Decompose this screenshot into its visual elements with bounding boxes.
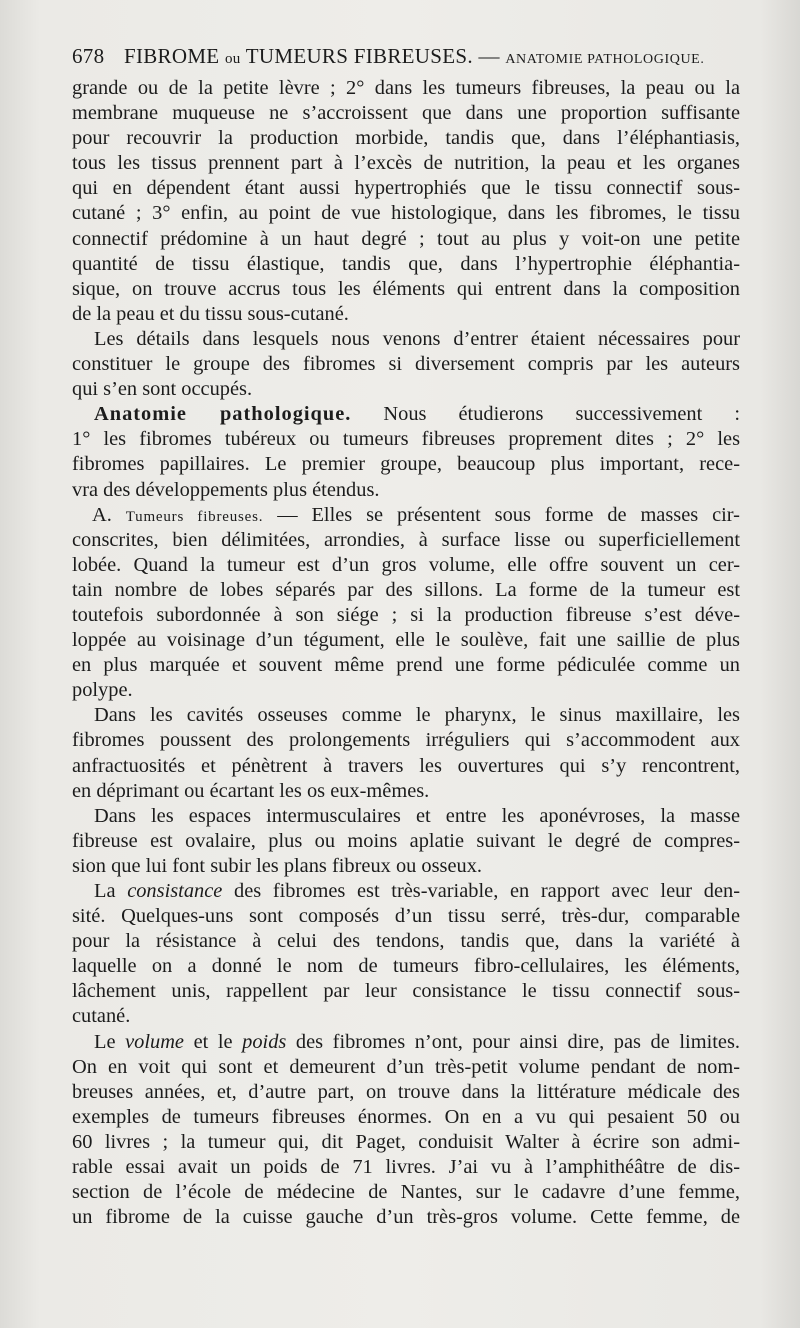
text-line: qui s’en sont occupés. bbox=[72, 378, 253, 401]
text-line: laquelle on a donné le nom de tumeurs fibro-cellulaires, les éléments, bbox=[72, 955, 740, 978]
italic-poids: poids bbox=[242, 1030, 287, 1053]
header-dash: — bbox=[478, 44, 500, 68]
text-line: — Elles se présentent sous forme de masses cir- bbox=[277, 503, 740, 526]
text-line: quantité de tissu élastique, tandis que, dans l’hypertrophie éléphantia- bbox=[72, 252, 740, 275]
section-a-letter: A. bbox=[92, 503, 112, 526]
text-line: 60 livres ; la tumeur qui, dit Paget, conduisit Walter à écrire son admi- bbox=[72, 1130, 740, 1153]
text-line: polype. bbox=[72, 679, 133, 702]
section-heading: Anatomie pathologique. bbox=[94, 403, 352, 426]
text-line: connectif prédomine à un haut degré ; tout au plus y voit-on une petite bbox=[72, 227, 740, 250]
text-line: qui en dépendent étant aussi hypertrophiés que le tissu connectif sous- bbox=[72, 177, 740, 200]
text-line: fibreuse est ovalaire, plus ou moins aplatie suivant le degré de compres- bbox=[72, 829, 740, 852]
text-line: Dans les cavités osseuses comme le pharynx, le sinus maxillaire, les bbox=[94, 704, 740, 727]
word-le: Le bbox=[94, 1030, 116, 1053]
header-title-fibrome: FIBROME bbox=[123, 44, 220, 68]
text-line: On en voit qui sont et demeurent d’un très-petit volume pendant de nom- bbox=[72, 1055, 740, 1078]
text-line: un fibrome de la cuisse gauche d’un très-gros volume. Cette femme, de bbox=[72, 1206, 740, 1229]
text-line: en plus marquée et souvent même prend une forme pédiculée comme un bbox=[72, 654, 740, 677]
italic-consistance: consistance bbox=[127, 880, 223, 902]
text-line: Dans les espaces intermusculaires et entre les aponévroses, la masse bbox=[94, 804, 740, 827]
text-line: loppée au voisinage d’un tégument, elle le soulève, fait une saillie de plus bbox=[72, 629, 740, 652]
text-line: constituer le groupe des fibromes si diversement compris par les auteurs bbox=[72, 353, 740, 376]
text-line: vra des développements plus étendus. bbox=[72, 478, 380, 501]
header-section: ANATOMIE PATHOLOGIQUE. bbox=[505, 52, 705, 67]
text-line: pour la résistance à celui des tendons, tandis que, dans la variété à bbox=[72, 930, 740, 953]
running-header bbox=[72, 44, 772, 70]
text-line: Les détails dans lesquels nous venons d’entrer étaient nécessaires pour bbox=[94, 327, 740, 350]
consistance-line bbox=[72, 879, 740, 904]
text-line: fibromes papillaires. Le premier groupe, beaucoup plus important, rece- bbox=[72, 453, 740, 476]
words-et-le: et le bbox=[193, 1030, 233, 1053]
text-line: tous les tissus prennent part à l’excès de nutrition, la peau et les organes bbox=[72, 152, 740, 175]
italic-volume: volume bbox=[125, 1030, 184, 1053]
text-line: membrane muqueuse ne s’accroissent que dans une proportion suffisante bbox=[72, 102, 740, 125]
text-line: sité. Quelques-uns sont composés d’un tissu serré, très-dur, comparable bbox=[72, 905, 740, 928]
anatomie-heading-line bbox=[72, 402, 740, 427]
header-title-tumeurs: TUMEURS FIBREUSES. bbox=[245, 44, 473, 68]
text-line: exemples de tumeurs fibreuses énormes. On en a vu qui pesaient 50 ou bbox=[72, 1105, 740, 1128]
text-line: sique, on trouve accrus tous les éléments qui entrent dans la composition bbox=[72, 277, 740, 300]
text-line: Nous étudierons successivement : bbox=[383, 403, 740, 426]
text-line: section de l’école de médecine de Nantes, sur le cadavre d’une femme, bbox=[72, 1181, 740, 1204]
text-line: conscrites, bien délimitées, arrondies, à surface lisse ou superficiellement bbox=[72, 528, 740, 551]
text-line: des fibromes est très-variable, en rapport avec leur den- bbox=[234, 880, 740, 902]
text-line: toutefois subordonnée à son siége ; si la production fibreuse s’est déve- bbox=[72, 603, 740, 626]
text-line: 1° les fibromes tubéreux ou tumeurs fibreuses proprement dites ; 2° les bbox=[72, 428, 740, 451]
section-a-line bbox=[72, 503, 740, 528]
word-la: La bbox=[94, 880, 116, 902]
page-number: 678 bbox=[72, 44, 105, 68]
section-a-title: Tumeurs fibreuses. bbox=[125, 508, 264, 525]
text-line: sion que lui font subir les plans fibreux ou osseux. bbox=[72, 854, 483, 877]
text-line: pour recouvrir la production morbide, tandis que, dans l’éléphantiasis, bbox=[72, 127, 740, 150]
text-line: grande ou de la petite lèvre ; 2° dans les tumeurs fibreuses, la peau ou la bbox=[72, 77, 740, 99]
header-title-ou: ou bbox=[224, 51, 241, 67]
text-line: anfractuosités et pénètrent à travers les ouvertures qui s’y rencontrent, bbox=[72, 754, 740, 777]
text-line: fibromes poussent des prolongements irréguliers qui s’accommodent aux bbox=[72, 729, 740, 752]
text-line: rable essai avait un poids de 71 livres. J’ai vu à l’amphithéâtre de dis- bbox=[72, 1156, 740, 1179]
text-line: des fibromes n’ont, pour ainsi dire, pas de limites. bbox=[295, 1030, 740, 1053]
text-line: tain nombre de lobes séparés par des sillons. La forme de la tumeur est bbox=[72, 578, 740, 601]
text-line: lâchement unis, rappellent par leur consistance le tissu connectif sous- bbox=[72, 980, 740, 1003]
text-line: cutané. bbox=[72, 1005, 131, 1028]
text-line: cutané ; 3° enfin, au point de vue histologique, dans les fibromes, le tissu bbox=[72, 202, 740, 225]
text-line: de la peau et du tissu sous-cutané. bbox=[72, 302, 349, 325]
volume-line bbox=[72, 1030, 740, 1055]
text-line: breuses années, et, d’autre part, on trouve dans la littérature médicale des bbox=[72, 1080, 740, 1103]
text-line: lobée. Quand la tumeur est d’un gros volume, elle offre souvent un cer- bbox=[72, 553, 740, 576]
body-text bbox=[72, 76, 740, 1230]
text-line: en déprimant ou écartant les os eux-mêmes. bbox=[72, 779, 430, 802]
